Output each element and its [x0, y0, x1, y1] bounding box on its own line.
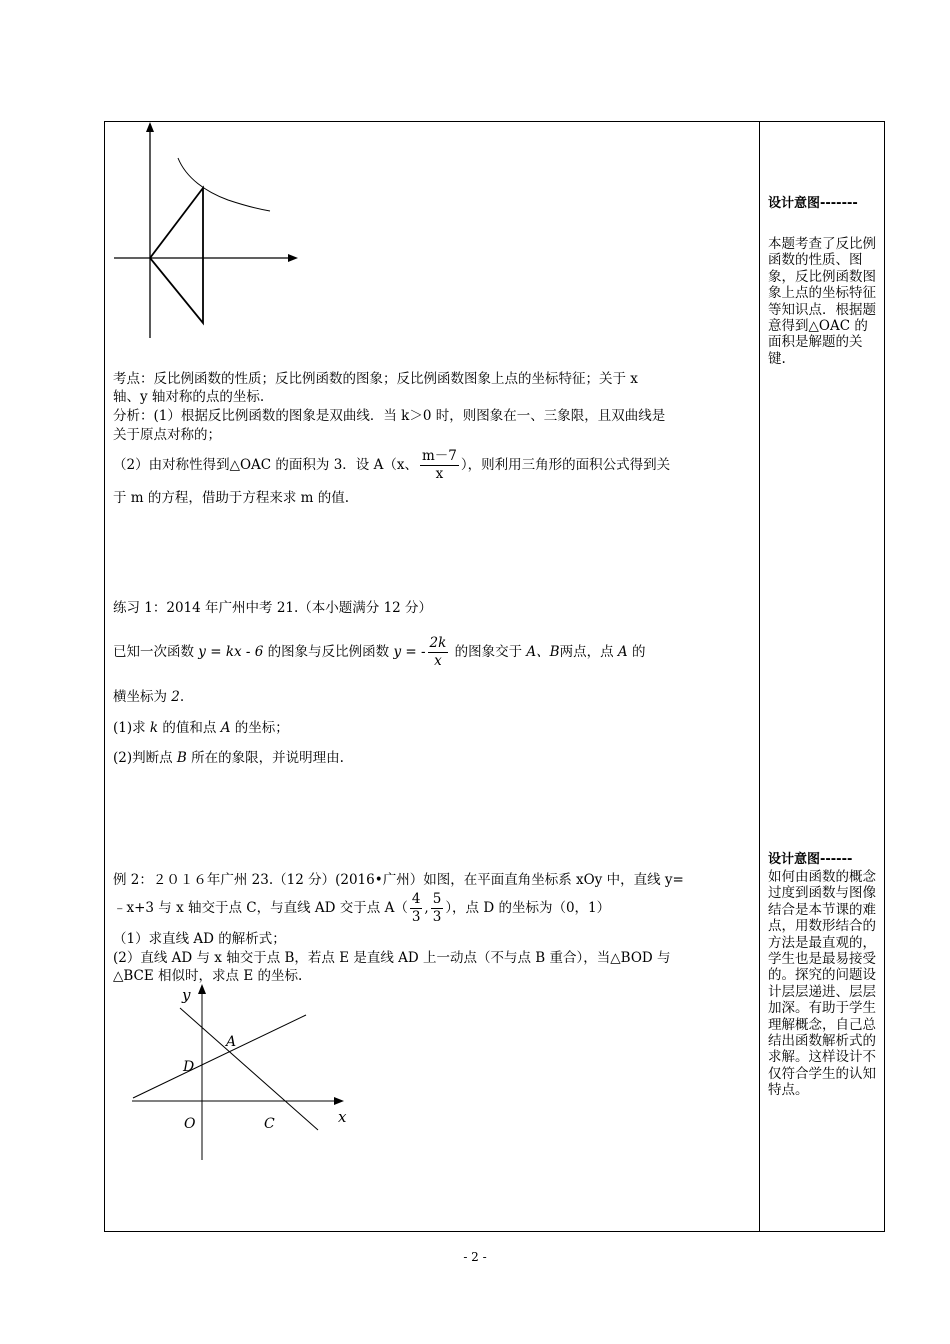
fraction-5-3	[431, 891, 444, 926]
y-axis-arrow	[198, 984, 206, 994]
fraction-numerator: 4	[411, 891, 421, 907]
ex1-linear-eq: y = kx - 6	[198, 644, 264, 660]
q2-c: 所在的象限，并说明理由.	[191, 750, 344, 766]
design-intent-body-2: 如何由函数的概念过度到函数与图像结合是本节课的难点，用数形结合的方法是最直观的，学生也是最易接受的。探究的问题设计层层递进、层层加深。有助于学生理解概念，自己总结出函数解析式的求解。这样设计不仅符合学生的认知特点。	[768, 869, 876, 1099]
example2-line2	[113, 888, 610, 928]
ex1-inverse-eq: y = -	[393, 644, 426, 660]
column-divider	[759, 121, 760, 1232]
q1-b: k	[149, 720, 159, 736]
ex1-text-b: 的图象与反比例函数	[267, 644, 390, 660]
exercise1-title: 练习 1：2014 年广州中考 21.（本小题满分 12 分）	[113, 600, 433, 616]
line-ad	[133, 1015, 306, 1098]
fenxi-line3-post: ），则利用三角形的面积公式得到关	[460, 457, 671, 473]
example2-line3: （1）求直线 AD 的解析式；	[113, 931, 286, 947]
exercise1-q1	[113, 719, 289, 737]
triangle-oac	[150, 188, 203, 323]
q1-e: 的坐标；	[234, 720, 289, 736]
ex1-text-e: 两点，点	[559, 644, 614, 660]
q1-c: 的值和点	[162, 720, 217, 736]
example2-line2-post: ），点 D 的坐标为（0，1）	[445, 900, 611, 916]
fenxi-line3-pre: （2）由对称性得到△OAC 的面积为 3．设 A（x、	[113, 457, 418, 473]
fraction-numerator: m－7	[421, 448, 457, 464]
ex1-text-g: 的	[631, 644, 646, 660]
hyperbola-figure	[108, 118, 308, 340]
fraction-denominator: x	[435, 466, 444, 482]
label-c: C	[264, 1116, 275, 1132]
q2-b: B	[176, 750, 187, 766]
exercise1-q2	[113, 749, 344, 767]
fraction-2k-over-x	[428, 635, 449, 670]
label-d: D	[183, 1059, 195, 1075]
example2-line1: 例 2：２０１６年广州 23.（12 分）(2016•广州）如图，在平面直角坐标系 xOy 中，直线 y=	[113, 872, 684, 888]
exercise1-line1	[113, 630, 645, 674]
fenxi-line1: 分析：(1）根据反比例函数的图象是双曲线．当 k＞0 时，则图象在一、三象限，且双曲线是	[113, 408, 666, 424]
label-x: x	[338, 1108, 347, 1126]
fraction-denominator: 3	[432, 909, 442, 925]
exercise1-line2	[113, 688, 184, 706]
ex1-line2-b: 2	[171, 689, 180, 705]
kaodian-line2: 轴、y 轴对称的点的坐标.	[113, 389, 265, 405]
q2-a: (2)判断点	[113, 750, 173, 766]
fraction-4-3	[410, 891, 423, 926]
fraction-numerator: 2k	[429, 635, 447, 651]
y-axis-arrow	[146, 122, 154, 132]
design-intent-body-1: 本题考查了反比例函数的性质、图象，反比例函数图象上点的坐标特征等知识点．根据题意得到△OAC 的面积是解题的关键.	[768, 236, 876, 367]
ex1-point-a: A	[617, 644, 628, 660]
ex1-points-ab: A、B	[526, 644, 560, 660]
ex1-line2-a: 横坐标为	[113, 689, 167, 705]
fraction-m7-over-x	[420, 448, 459, 483]
example2-line4: (2）直线 AD 与 x 轴交于点 B，若点 E 是直线 AD 上一动点（不与点 B 重合），当△BOD 与	[113, 950, 671, 966]
ex1-text-c: 的图象交于	[454, 644, 523, 660]
fenxi-line2: 关于原点对称的；	[113, 427, 221, 443]
x-axis-arrow	[288, 254, 298, 262]
fraction-numerator: 5	[432, 891, 442, 907]
fraction-denominator: 3	[411, 909, 421, 925]
design-intent-heading-2: 设计意图------	[768, 852, 853, 867]
label-y: y	[182, 986, 191, 1004]
q1-a: (1)求	[113, 720, 146, 736]
example2-line2-pre: ﹣x+3 与 x 轴交于点 C，与直线 AD 交于点 A（	[113, 900, 408, 916]
design-intent-heading-1: 设计意图-------	[768, 196, 858, 211]
page-number: - 2 -	[463, 1250, 487, 1264]
kaodian-line1: 考点：反比例函数的性质；反比例函数的图象；反比例函数图象上点的坐标特征；关于 x	[113, 371, 638, 387]
label-a: A	[226, 1034, 237, 1050]
line-ac	[180, 1008, 318, 1130]
ex1-text-a: 已知一次函数	[113, 644, 194, 660]
example2-line5: △BCE 相似时，求点 E 的坐标.	[113, 968, 303, 984]
fraction-denominator: x	[434, 653, 442, 669]
q1-d: A	[220, 720, 231, 736]
lines-figure	[128, 980, 358, 1165]
ex1-line2-c: .	[179, 689, 185, 705]
label-o: O	[184, 1116, 196, 1132]
fenxi-line4: 于 m 的方程，借助于方程来求 m 的值.	[113, 490, 350, 506]
coord-separator: ,	[424, 900, 429, 916]
x-axis-arrow	[334, 1097, 344, 1105]
fenxi-line3	[113, 445, 670, 485]
